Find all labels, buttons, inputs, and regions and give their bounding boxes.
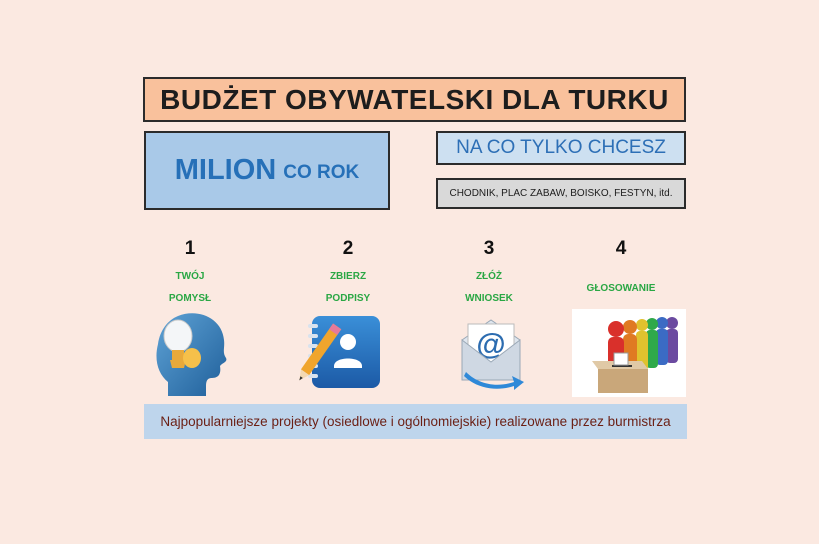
svg-text:@: @ xyxy=(476,328,506,361)
amount-big-text: MILION xyxy=(174,154,277,186)
page-title: BUDŻET OBYWATELSKI DLA TURKU xyxy=(143,77,686,122)
amount-small-text: CO ROK xyxy=(283,161,360,183)
step-3-label-line2: WNIOSEK xyxy=(465,293,513,304)
voting-ballot-box-icon xyxy=(572,309,686,397)
examples-box: CHODNIK, PLAC ZABAW, BOISKO, FESTYN, itd. xyxy=(436,178,686,209)
step-3-label xyxy=(434,266,544,310)
step-1-label-line1: TWÓJ xyxy=(175,271,205,282)
footer-note: Najpopularniejsze projekty (osiedlowe i ogólnomiejskie) realizowane przez burmistrza xyxy=(144,404,687,439)
step-2-label xyxy=(293,266,403,310)
step-4-label: GŁOSOWANIE xyxy=(586,283,656,294)
step-3-number: 3 xyxy=(483,238,495,259)
purpose-box: NA CO TYLKO CHCESZ xyxy=(436,131,686,165)
step-4-number: 4 xyxy=(615,238,627,259)
step-2-label-line2: PODPISY xyxy=(325,293,371,304)
contact-book-pencil-icon xyxy=(288,312,384,392)
step-1-label xyxy=(135,266,245,310)
idea-head-icon xyxy=(148,308,228,398)
email-envelope-icon xyxy=(456,310,526,392)
step-2-number: 2 xyxy=(342,238,354,259)
step-1-number: 1 xyxy=(184,238,196,259)
step-1-label-line2: POMYSŁ xyxy=(168,293,212,304)
step-2-label-line1: ZBIERZ xyxy=(329,271,367,282)
step-3-label-line1: ZŁÓŻ xyxy=(475,271,503,282)
amount-box xyxy=(144,131,390,210)
